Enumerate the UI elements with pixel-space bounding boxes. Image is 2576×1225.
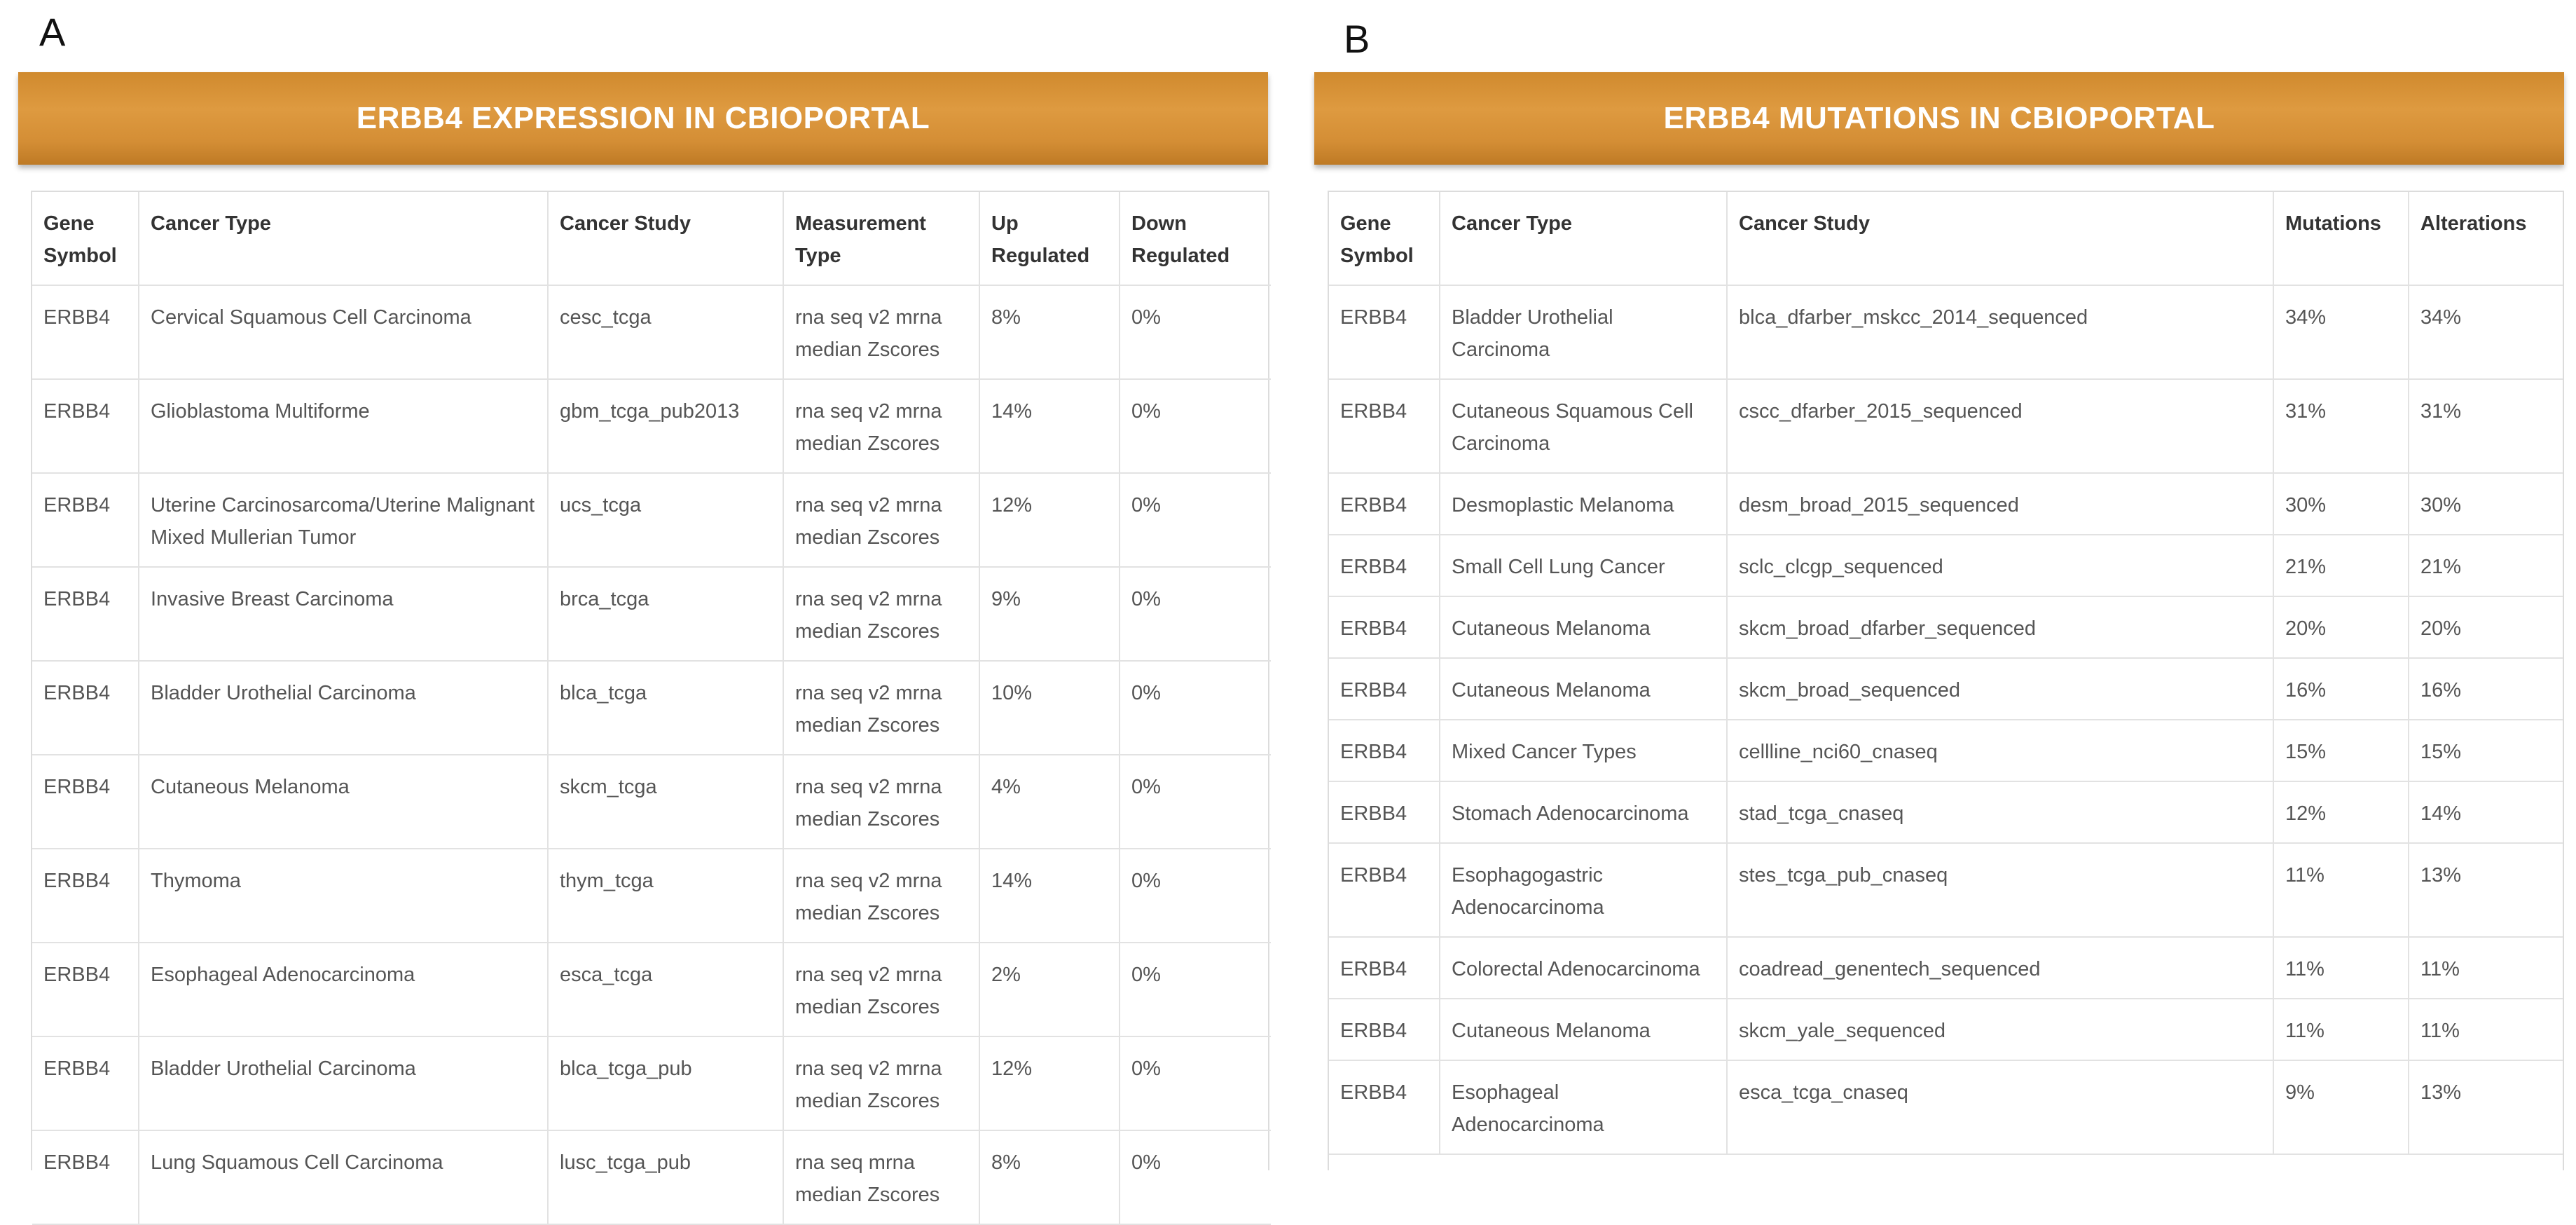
mutations-table-cell: Esophagogastric Adenocarcinoma <box>1440 843 1727 937</box>
expression-table-cell: 8% <box>979 285 1120 379</box>
mutations-table-cell: Bladder Urothelial Carcinoma <box>1440 285 1727 379</box>
expression-table-cell: 9% <box>979 567 1120 661</box>
expression-table-cell: rna seq v2 mrna median Zscores <box>783 567 979 661</box>
mutations-table-cell: 34% <box>2273 285 2409 379</box>
mutations-column-header: Mutations <box>2273 192 2409 285</box>
expression-table-cell: ERBB4 <box>32 1130 139 1224</box>
expression-column-header: Up Regulated <box>979 192 1120 285</box>
mutations-table-cell: ERBB4 <box>1329 285 1440 379</box>
expression-table <box>32 192 1271 1225</box>
mutations-table-cell: Mixed Cancer Types <box>1440 720 1727 781</box>
mutations-table-row <box>1329 999 2563 1060</box>
expression-table-cell: rna seq v2 mrna median Zscores <box>783 473 979 567</box>
expression-table-cell: 0% <box>1120 943 1271 1036</box>
expression-table-cell: 14% <box>979 849 1120 943</box>
expression-table-cell: Glioblastoma Multiforme <box>139 379 548 473</box>
expression-table-cell: Bladder Urothelial Carcinoma <box>139 661 548 755</box>
mutations-table-row <box>1329 937 2563 999</box>
mutations-table-cell: 13% <box>2409 1060 2563 1154</box>
mutations-table-body <box>1329 285 2563 1154</box>
expression-table-cell: ERBB4 <box>32 1036 139 1130</box>
expression-table-cell: 0% <box>1120 379 1271 473</box>
expression-table-row <box>32 1036 1271 1130</box>
mutations-table-cell: ERBB4 <box>1329 720 1440 781</box>
expression-table-cell: ERBB4 <box>32 285 139 379</box>
mutations-table-cell: skcm_yale_sequenced <box>1727 999 2273 1060</box>
mutations-table-cell: skcm_broad_sequenced <box>1727 658 2273 720</box>
panel-b-label: B <box>1344 17 1370 61</box>
expression-table-body <box>32 285 1271 1224</box>
expression-table-row <box>32 379 1271 473</box>
expression-table-cell: 8% <box>979 1130 1120 1224</box>
mutations-table-cell: ERBB4 <box>1329 379 1440 473</box>
expression-table-cell: gbm_tcga_pub2013 <box>548 379 783 473</box>
expression-table-cell: 0% <box>1120 661 1271 755</box>
expression-table-cell: rna seq v2 mrna median Zscores <box>783 661 979 755</box>
expression-table-cell: esca_tcga <box>548 943 783 1036</box>
mutations-table-cell: 34% <box>2409 285 2563 379</box>
mutations-title: ERBB4 MUTATIONS IN CBIOPORTAL <box>1663 101 2215 135</box>
expression-table-cell: ERBB4 <box>32 661 139 755</box>
mutations-table-cell: Cutaneous Melanoma <box>1440 658 1727 720</box>
mutations-table-cell: 11% <box>2273 999 2409 1060</box>
mutations-table-cell: 11% <box>2273 843 2409 937</box>
mutations-table-cell: ERBB4 <box>1329 937 1440 999</box>
mutations-table-cell: ERBB4 <box>1329 596 1440 658</box>
mutations-column-header: Cancer Study <box>1727 192 2273 285</box>
expression-table-row <box>32 661 1271 755</box>
mutations-table-cell: skcm_broad_dfarber_sequenced <box>1727 596 2273 658</box>
expression-table-cell: cesc_tcga <box>548 285 783 379</box>
mutations-table-cell: Cutaneous Melanoma <box>1440 596 1727 658</box>
expression-table-cell: Cutaneous Melanoma <box>139 755 548 849</box>
mutations-table-cell: ERBB4 <box>1329 1060 1440 1154</box>
mutations-table-cell: Colorectal Adenocarcinoma <box>1440 937 1727 999</box>
mutations-column-header: Alterations <box>2409 192 2563 285</box>
mutations-table-cell: 11% <box>2409 937 2563 999</box>
expression-table-cell: lusc_tcga_pub <box>548 1130 783 1224</box>
mutations-table-cell: 16% <box>2409 658 2563 720</box>
expression-table-row <box>32 285 1271 379</box>
mutations-title-banner <box>1314 72 2564 165</box>
expression-column-header: Gene Symbol <box>32 192 139 285</box>
mutations-table-cell: sclc_clcgp_sequenced <box>1727 535 2273 596</box>
expression-table-cell: rna seq v2 mrna median Zscores <box>783 285 979 379</box>
mutations-table-header <box>1329 192 2563 285</box>
expression-table-cell: rna seq v2 mrna median Zscores <box>783 943 979 1036</box>
mutations-table-cell: 20% <box>2409 596 2563 658</box>
expression-table-cell: rna seq v2 mrna median Zscores <box>783 1036 979 1130</box>
expression-table-cell: 14% <box>979 379 1120 473</box>
expression-table-cell: 0% <box>1120 849 1271 943</box>
mutations-table-cell: stad_tcga_cnaseq <box>1727 781 2273 843</box>
expression-table-cell: Cervical Squamous Cell Carcinoma <box>139 285 548 379</box>
expression-table-cell: 0% <box>1120 1130 1271 1224</box>
mutations-table-cell: Desmoplastic Melanoma <box>1440 473 1727 535</box>
expression-table-cell: blca_tcga <box>548 661 783 755</box>
expression-table-container <box>31 191 1269 1206</box>
mutations-table-cell: 15% <box>2273 720 2409 781</box>
expression-title-banner <box>18 72 1268 165</box>
mutations-table-cell: 15% <box>2409 720 2563 781</box>
expression-table-cell: blca_tcga_pub <box>548 1036 783 1130</box>
mutations-table-row <box>1329 535 2563 596</box>
expression-table-row <box>32 755 1271 849</box>
mutations-table-cell: 20% <box>2273 596 2409 658</box>
mutations-table-row <box>1329 473 2563 535</box>
expression-table-cell: ERBB4 <box>32 379 139 473</box>
mutations-table-cell: Cutaneous Squamous Cell Carcinoma <box>1440 379 1727 473</box>
mutations-column-header: Gene Symbol <box>1329 192 1440 285</box>
expression-table-cell: Esophageal Adenocarcinoma <box>139 943 548 1036</box>
mutations-table-row <box>1329 781 2563 843</box>
mutations-table-cell: ERBB4 <box>1329 535 1440 596</box>
expression-column-header: Cancer Study <box>548 192 783 285</box>
mutations-table-cell: 21% <box>2273 535 2409 596</box>
expression-table-cell: 0% <box>1120 473 1271 567</box>
mutations-table-cell: ERBB4 <box>1329 843 1440 937</box>
mutations-table-cell: Small Cell Lung Cancer <box>1440 535 1727 596</box>
expression-table-cell: rna seq mrna median Zscores <box>783 1130 979 1224</box>
mutations-table <box>1329 192 2563 1155</box>
mutations-table-cell: 31% <box>2409 379 2563 473</box>
mutations-table-cell: Esophageal Adenocarcinoma <box>1440 1060 1727 1154</box>
expression-column-header: Cancer Type <box>139 192 548 285</box>
mutations-table-cell: ERBB4 <box>1329 658 1440 720</box>
expression-column-header: Measurement Type <box>783 192 979 285</box>
expression-table-cell: ERBB4 <box>32 473 139 567</box>
expression-table-cell: rna seq v2 mrna median Zscores <box>783 849 979 943</box>
mutations-table-cell: ERBB4 <box>1329 999 1440 1060</box>
expression-table-cell: ERBB4 <box>32 943 139 1036</box>
mutations-column-header: Cancer Type <box>1440 192 1727 285</box>
mutations-table-row <box>1329 285 2563 379</box>
expression-table-cell: Bladder Urothelial Carcinoma <box>139 1036 548 1130</box>
expression-column-header: Down Regulated <box>1120 192 1271 285</box>
panel-a-label: A <box>39 10 66 54</box>
mutations-table-cell: Stomach Adenocarcinoma <box>1440 781 1727 843</box>
expression-table-cell: 10% <box>979 661 1120 755</box>
mutations-table-row <box>1329 379 2563 473</box>
mutations-table-cell: 11% <box>2273 937 2409 999</box>
expression-table-cell: 0% <box>1120 567 1271 661</box>
expression-table-cell: 0% <box>1120 285 1271 379</box>
expression-table-cell: Uterine Carcinosarcoma/Uterine Malignant Mixed Mullerian Tumor <box>139 473 548 567</box>
expression-table-cell: thym_tcga <box>548 849 783 943</box>
mutations-table-cell: cscc_dfarber_2015_sequenced <box>1727 379 2273 473</box>
mutations-table-cell: desm_broad_2015_sequenced <box>1727 473 2273 535</box>
expression-table-cell: 12% <box>979 473 1120 567</box>
mutations-table-cell: 14% <box>2409 781 2563 843</box>
expression-table-cell: ERBB4 <box>32 755 139 849</box>
expression-table-row <box>32 473 1271 567</box>
expression-table-cell: Lung Squamous Cell Carcinoma <box>139 1130 548 1224</box>
expression-table-cell: ucs_tcga <box>548 473 783 567</box>
mutations-table-cell: 21% <box>2409 535 2563 596</box>
mutations-table-container <box>1328 191 2564 1170</box>
mutations-table-cell: 30% <box>2409 473 2563 535</box>
expression-table-cell: rna seq v2 mrna median Zscores <box>783 755 979 849</box>
expression-table-cell: brca_tcga <box>548 567 783 661</box>
expression-title: ERBB4 EXPRESSION IN CBIOPORTAL <box>356 101 930 135</box>
mutations-table-cell: blca_dfarber_mskcc_2014_sequenced <box>1727 285 2273 379</box>
mutations-table-cell: coadread_genentech_sequenced <box>1727 937 2273 999</box>
mutations-table-cell: cellline_nci60_cnaseq <box>1727 720 2273 781</box>
expression-table-cell: 12% <box>979 1036 1120 1130</box>
mutations-table-cell: stes_tcga_pub_cnaseq <box>1727 843 2273 937</box>
expression-table-header <box>32 192 1271 285</box>
expression-table-row <box>32 567 1271 661</box>
expression-table-row <box>32 849 1271 943</box>
expression-table-cell: 2% <box>979 943 1120 1036</box>
expression-table-cell: ERBB4 <box>32 567 139 661</box>
expression-table-cell: rna seq v2 mrna median Zscores <box>783 379 979 473</box>
expression-table-cell: ERBB4 <box>32 849 139 943</box>
expression-table-row <box>32 943 1271 1036</box>
mutations-table-row <box>1329 1060 2563 1154</box>
mutations-table-cell: 12% <box>2273 781 2409 843</box>
mutations-table-row <box>1329 596 2563 658</box>
mutations-table-cell: ERBB4 <box>1329 781 1440 843</box>
expression-table-cell: 4% <box>979 755 1120 849</box>
mutations-table-cell: 31% <box>2273 379 2409 473</box>
mutations-table-cell: 30% <box>2273 473 2409 535</box>
expression-table-row <box>32 1130 1271 1224</box>
mutations-table-cell: ERBB4 <box>1329 473 1440 535</box>
mutations-table-cell: 13% <box>2409 843 2563 937</box>
expression-table-cell: Thymoma <box>139 849 548 943</box>
expression-table-cell: 0% <box>1120 1036 1271 1130</box>
mutations-table-row <box>1329 843 2563 937</box>
expression-table-cell: skcm_tcga <box>548 755 783 849</box>
mutations-table-cell: Cutaneous Melanoma <box>1440 999 1727 1060</box>
mutations-table-row <box>1329 658 2563 720</box>
mutations-table-cell: esca_tcga_cnaseq <box>1727 1060 2273 1154</box>
mutations-table-cell: 11% <box>2409 999 2563 1060</box>
mutations-table-cell: 9% <box>2273 1060 2409 1154</box>
mutations-table-row <box>1329 720 2563 781</box>
expression-table-cell: Invasive Breast Carcinoma <box>139 567 548 661</box>
mutations-table-cell: 16% <box>2273 658 2409 720</box>
expression-table-cell: 0% <box>1120 755 1271 849</box>
